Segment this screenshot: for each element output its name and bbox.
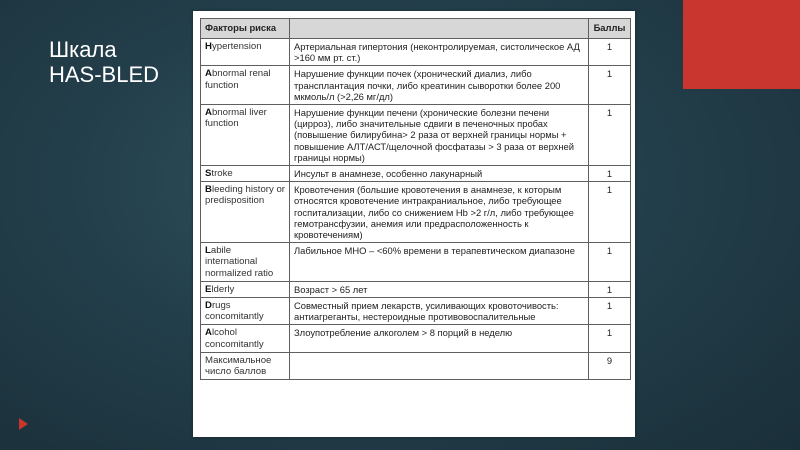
risk-factor-cell bbox=[201, 182, 290, 243]
risk-factor-name: lderly bbox=[211, 283, 235, 295]
risk-factor-name: bnormal liver function bbox=[205, 107, 267, 130]
score-cell: 1 bbox=[589, 298, 631, 325]
risk-factor-cell bbox=[201, 243, 290, 282]
table-row bbox=[201, 352, 631, 379]
risk-factor-cell bbox=[201, 352, 290, 379]
description-cell: Нарушение функции почек (хронический диализ, либо трансплантация почки, либо креатинин сыворотки более 200 мкмоль/л (>2,26 мг/дл) bbox=[290, 66, 589, 105]
description-cell: Злоупотребление алкоголем > 8 порций в неделю bbox=[290, 325, 589, 352]
score-cell: 1 bbox=[589, 281, 631, 297]
description-cell: Лабильное МНО – <60% времени в терапевтическом диапазоне bbox=[290, 243, 589, 282]
description-cell: Инсульт в анамнезе, особенно лакунарный bbox=[290, 166, 589, 182]
risk-factor-cell bbox=[201, 39, 290, 66]
score-cell: 9 bbox=[589, 352, 631, 379]
risk-factor-name: troke bbox=[211, 168, 233, 180]
risk-factor-cell bbox=[201, 298, 290, 325]
score-cell: 1 bbox=[589, 166, 631, 182]
table-row bbox=[201, 66, 631, 105]
table-image bbox=[193, 11, 635, 437]
score-cell: 1 bbox=[589, 182, 631, 243]
risk-factor-cell bbox=[201, 325, 290, 352]
has-bled-table bbox=[200, 18, 631, 380]
score-cell: 1 bbox=[589, 325, 631, 352]
slide-title bbox=[49, 37, 159, 87]
risk-factor-initial: E bbox=[205, 283, 212, 295]
score-cell: 1 bbox=[589, 66, 631, 105]
accent-bar bbox=[683, 0, 800, 89]
description-cell: Возраст > 65 лет bbox=[290, 281, 589, 297]
table-row bbox=[201, 243, 631, 282]
risk-factor-cell bbox=[201, 166, 290, 182]
slide-title-line1: Шкала bbox=[49, 37, 117, 62]
header-score: Баллы bbox=[589, 19, 631, 39]
slide-title-line2: HAS-BLED bbox=[49, 62, 160, 87]
next-slide-arrow-icon[interactable] bbox=[19, 418, 28, 430]
risk-factor-initial: L bbox=[205, 245, 211, 257]
risk-factor-initial: A bbox=[205, 107, 212, 119]
table-row bbox=[201, 281, 631, 297]
description-cell: Артериальная гипертония (неконтролируемая, систолическое АД >160 мм рт. ст.) bbox=[290, 39, 589, 66]
table-row bbox=[201, 105, 631, 166]
risk-factor-name: rugs concomitantly bbox=[205, 300, 264, 323]
score-cell: 1 bbox=[589, 39, 631, 66]
risk-factor-initial: A bbox=[205, 327, 212, 339]
description-cell: Нарушение функции печени (хронические болезни печени (цирроз), либо значительные сдвиги в печеночных пробах (повышение билирубина> 2 раза от верхней границы нормы + повышение АЛТ/АСТ/щелочной фосфатазы > 3 раза от верхней границы нормы) bbox=[290, 105, 589, 166]
risk-factor-name: lcohol concomitantly bbox=[205, 327, 264, 350]
risk-factor-name: bnormal renal function bbox=[205, 68, 271, 91]
description-cell: Кровотечения (большие кровотечения в анамнезе, к которым относятся кровотечение интракраниальное, либо требующее госпитализации, либо со снижением Hb >2 г/л, либо требующее гемотрансфузии, анемия или предрасположенность к кровотечениям) bbox=[290, 182, 589, 243]
risk-factor-initial: B bbox=[205, 184, 212, 196]
header-factor: Факторы риска bbox=[201, 19, 290, 39]
risk-factor-name: leeding history or predisposition bbox=[205, 184, 285, 207]
risk-factor-initial: S bbox=[205, 168, 212, 180]
header-description bbox=[290, 19, 589, 39]
description-cell bbox=[290, 352, 589, 379]
risk-factor-cell bbox=[201, 105, 290, 166]
risk-factor-name: Максимальное число баллов bbox=[205, 354, 272, 378]
table-row bbox=[201, 39, 631, 66]
table-row bbox=[201, 325, 631, 352]
risk-factor-cell bbox=[201, 281, 290, 297]
score-cell: 1 bbox=[589, 105, 631, 166]
description-cell: Совместный прием лекарств, усиливающих кровоточивость: антиагреганты, нестероидные противовоспалительные bbox=[290, 298, 589, 325]
score-cell: 1 bbox=[589, 243, 631, 282]
risk-factor-initial: A bbox=[205, 68, 212, 80]
table-row bbox=[201, 298, 631, 325]
risk-factor-name: ypertension bbox=[211, 41, 262, 52]
risk-factor-cell bbox=[201, 66, 290, 105]
table-header-row bbox=[201, 19, 631, 39]
table-row bbox=[201, 182, 631, 243]
risk-factor-name: abile international normalized ratio bbox=[205, 245, 274, 279]
table-row bbox=[201, 166, 631, 182]
risk-factor-initial: D bbox=[205, 300, 212, 312]
risk-factor-initial: H bbox=[205, 41, 212, 52]
